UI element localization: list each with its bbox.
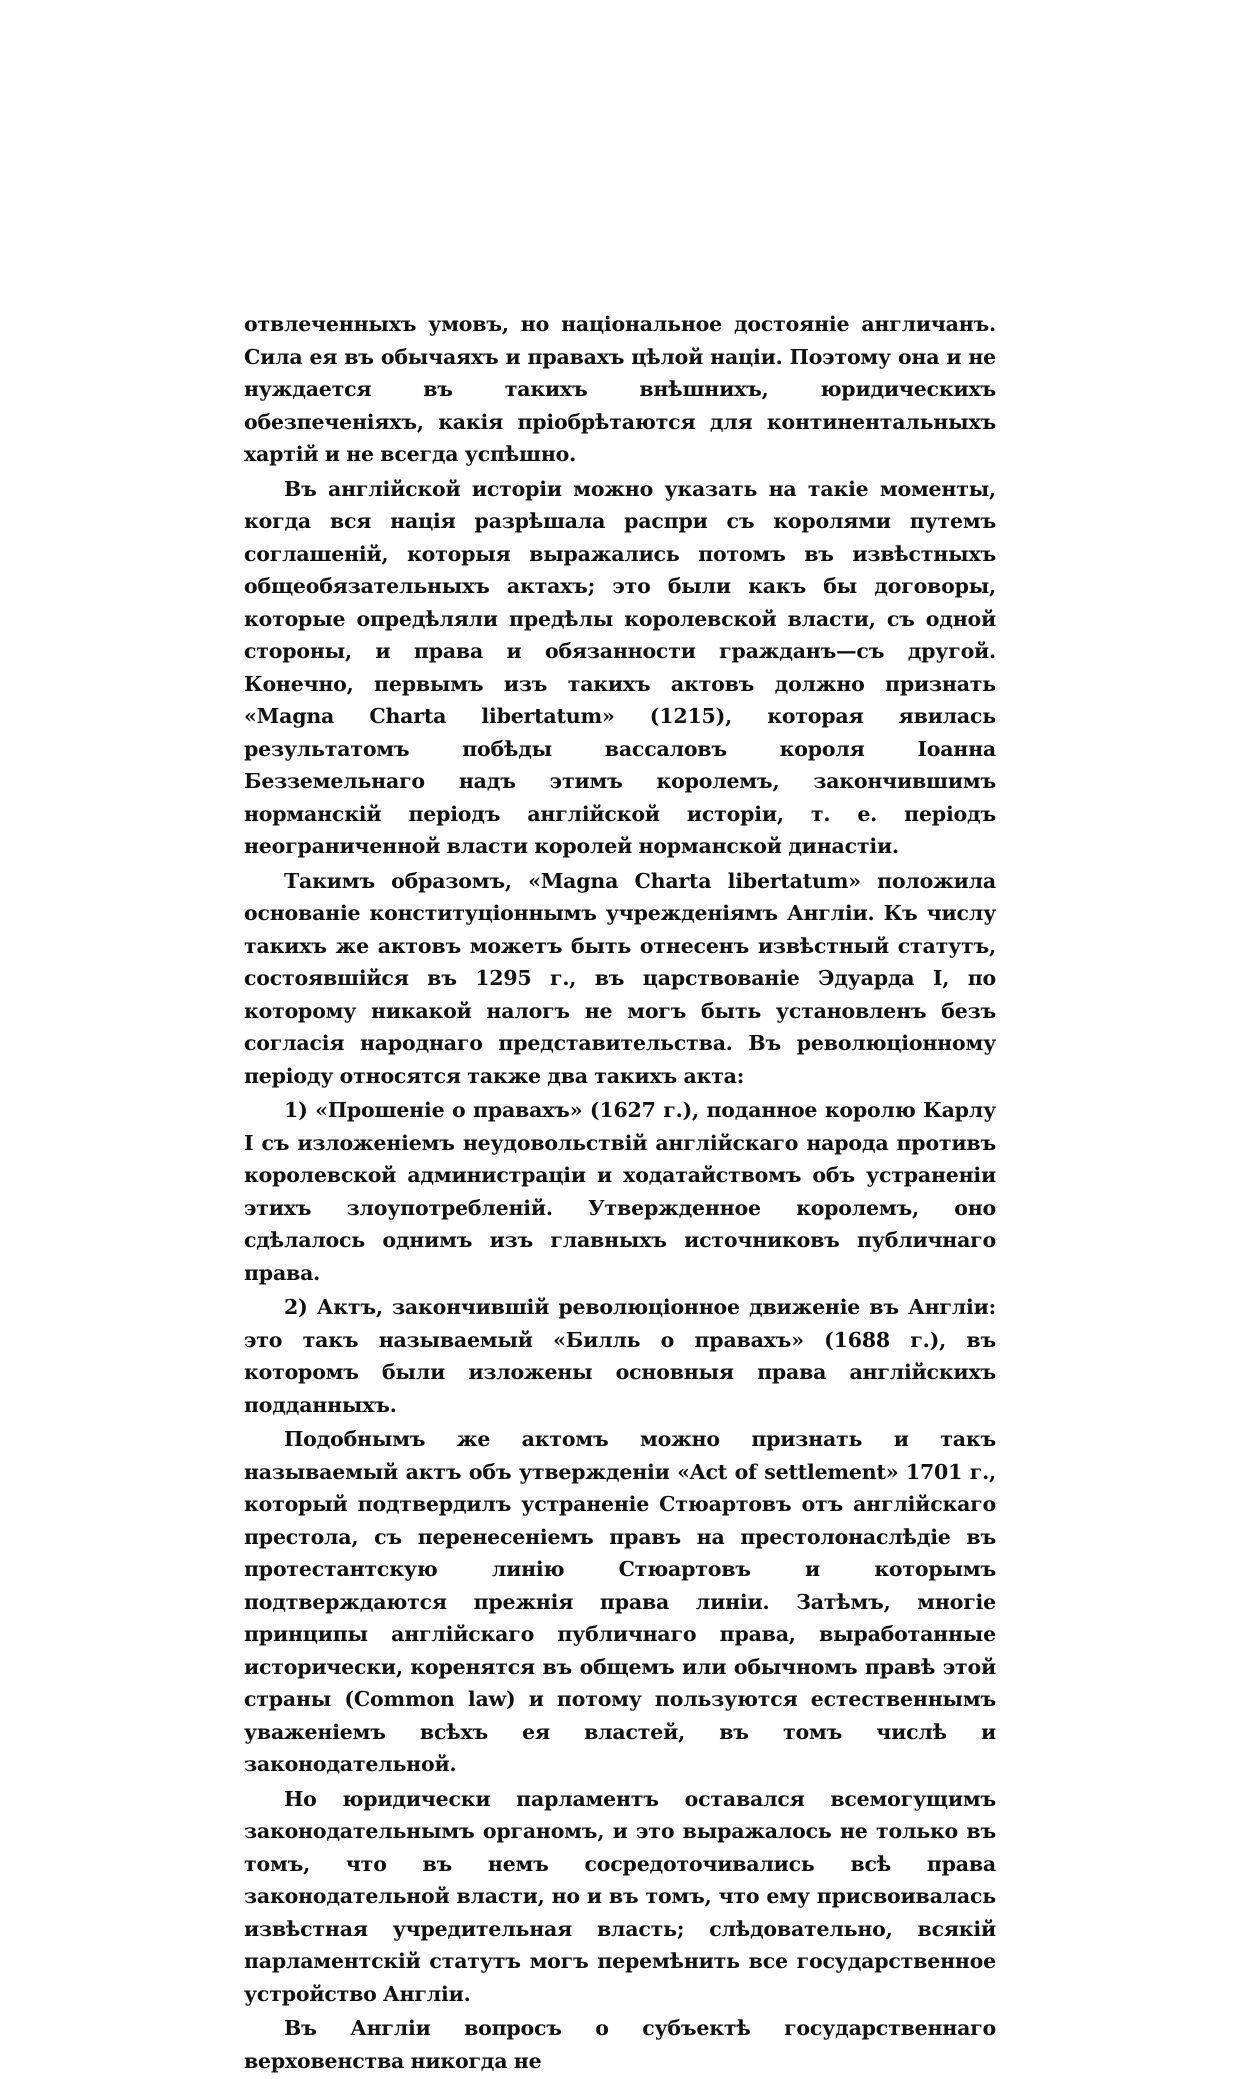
paragraph-4: 1) «Прошеніе о правахъ» (1627 г.), поданное королю Карлу I съ изложеніемъ неудовольствій англійскаго народа противъ королевской администраціи и ходатайствомъ объ устраненіи этихъ злоупотребленій. Утвержденное королемъ, оно сдѣлалось однимъ изъ главныхъ источниковъ публичнаго права. bbox=[244, 1098, 996, 1285]
paragraph-3: Такимъ образомъ, «Magna Charta libertatum» положила основаніе конституціоннымъ учрежденіямъ Англіи. Къ числу такихъ же актовъ можетъ быть отнесенъ извѣстный статутъ, состоявшійся въ 1295 г., въ царствованіе Эдуарда I, по которому никакой налогъ не могъ быть установленъ безъ согласія народнаго представительства. Въ революціонному періоду относятся также два такихъ акта: bbox=[244, 868, 996, 1088]
page-body bbox=[244, 308, 996, 2079]
paragraph-7: Но юридически парламентъ оставался всемогущимъ законодательнымъ органомъ, и это выражалось не только въ томъ, что въ немъ сосредоточивались всѣ права законодательной власти, но и въ томъ, что ему присвоивалась извѣстная учредительная власть; слѣдовательно, всякій парламентскій статутъ могъ перемѣнить все государственное устройство Англіи. bbox=[244, 1786, 996, 2006]
paragraph-6: Подобнымъ же актомъ можно признать и такъ называемый актъ объ утвержденіи «Act of settlement» 1701 г., который подтвердилъ устраненіе Стюартовъ отъ англійскаго престола, съ перенесеніемъ правъ на престолонаслѣдіе въ протестантскую линію Стюартовъ и которымъ подтверждаются прежнія права линіи. Затѣмъ, многіе принципы англійскаго публичнаго права, выработанные исторически, коренятся въ общемъ или обычномъ правѣ этой страны (Common law) и потому пользуются естественнымъ уваженіемъ всѣхъ ея властей, въ томъ числѣ и законодательной. bbox=[244, 1427, 996, 1776]
paragraph-1: отвлеченныхъ умовъ, но національное достояніе англичанъ. Сила ея въ обычаяхъ и правахъ цѣлой націи. Поэтому она и не нуждается въ такихъ внѣшнихъ, юридическихъ обезпеченіяхъ, какія пріобрѣтаются для континентальныхъ хартій и не всегда успѣшно. bbox=[244, 312, 996, 466]
paragraph-8: Въ Англіи вопросъ о субъектѣ государственнаго верховенства никогда не bbox=[244, 2016, 996, 2073]
paragraph-2: Въ англійской исторіи можно указать на такіе моменты, когда вся нація разрѣшала распри съ королями путемъ соглашеній, которыя выражались потомъ въ извѣстныхъ общеобязательныхъ актахъ; это были какъ бы договоры, которые опредѣляли предѣлы королевской власти, съ одной стороны, и права и обязанности гражданъ—съ другой. Конечно, первымъ изъ такихъ актовъ должно признать «Magna Charta libertatum» (1215), которая явилась результатомъ побѣды вассаловъ короля Іоанна Безземельнаго надъ этимъ королемъ, закончившимъ норманскій періодъ англійской исторіи, т. е. періодъ неограниченной власти королей норманской династіи. bbox=[244, 476, 996, 858]
paragraph-5: 2) Актъ, закончившій революціонное движеніе въ Англіи: это такъ называемый «Билль о правахъ» (1688 г.), въ которомъ были изложены основныя права англійскихъ подданныхъ. bbox=[244, 1295, 996, 1417]
